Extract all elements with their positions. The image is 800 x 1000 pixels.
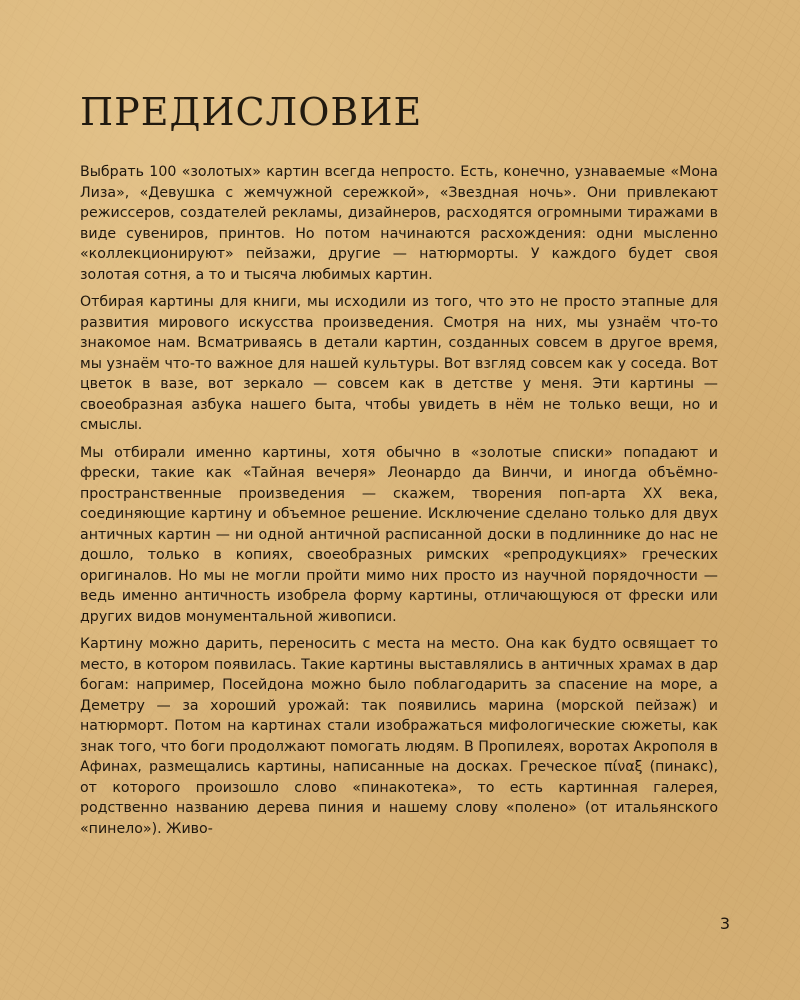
paragraph: Выбрать 100 «золотых» картин всегда непросто. Есть, конечно, узнаваемые «Мона Лиза», «Девушка с жемчужной сережкой», «Звездная ночь». Они привлекают режиссеров, создателей рекламы, дизайнеров, расходятся огромными тиражами в виде сувениров, принтов. Но потом начинаются расхождения: одни мысленно «коллекционируют» пейзажи, другие — натюрморты. У каждого будет своя золотая сотня, а то и тысяча любимых картин. — [80, 164, 718, 283]
paragraph: Мы отбирали именно картины, хотя обычно в «золотые списки» попадают и фрески, такие как «Тайная вечеря» Леонардо да Винчи, и иногда объёмно-пространственные произведения — скажем, творения поп-арта XX века, соединяющие картину и объемное решение. Исключение сделано только для двух античных картин — ни одной античной расписанной доски в подлиннике до нас не дошло, только в копиях, своеобразных римских «репродукциях» греческих оригиналов. Но мы не могли пройти мимо них просто из научной порядочности — ведь именно античность изобрела форму картины, отличающуюся от фрески или других видов монументальной живописи. — [80, 444, 718, 625]
page-number: 3 — [719, 914, 730, 933]
page-title: ПРЕДИСЛОВИЕ — [80, 90, 423, 134]
paragraph: Отбирая картины для книги, мы исходили из того, что это не просто этапные для развития мирового искусства произведения. Смотря на них, мы узнаём что-то знакомое нам. Всматриваясь в детали картин, созданных совсем в другое время, мы узнаём что-то важное для нашей культуры. Вот взгляд совсем как у соседа. Вот цветок в вазе, вот зеркало — совсем как в детстве у меня. Эти картины — своеобразная азбука нашего быта, чтобы увидеть в нём не только вещи, но и смыслы. — [80, 294, 718, 433]
paragraph: Картину можно дарить, переносить с места на место. Она как будто освящает то место, в котором появилась. Такие картины выставлялись в античных храмах в дар богам: например, Посейдона можно было поблагодарить за спасение на море, а Деметру — за хороший урожай: так появились марина (морской пейзаж) и натюрморт. Потом на картинах стали изображаться мифологические сюжеты, как знак того, что боги продолжают помогать людям. В Пропилеях, воротах Акрополя в Афинах, размещались картины, написанные на досках. Греческое πίναξ (пинакс), от которого произошло слово «пинакотека», то есть картинная галерея, родственно названию дерева пиния и нашему слову «полено» (от итальянского «пинело»). Живо- — [80, 636, 718, 837]
body-text — [80, 162, 718, 846]
